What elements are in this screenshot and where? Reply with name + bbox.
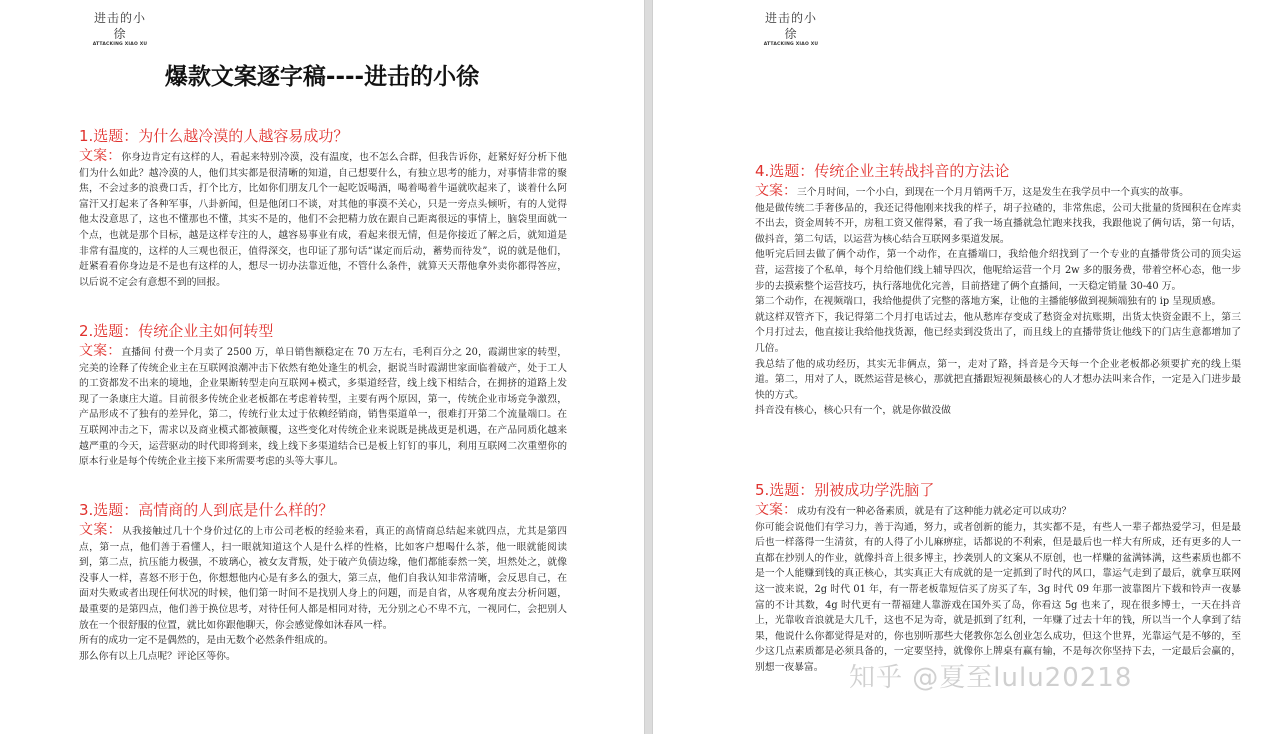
- copy-label: 文案：: [79, 522, 122, 538]
- paragraph-text: 直播间 付费一个月卖了 2500 万，单日销售额稳定在 70 万左右，毛利百分之 20，霞湖世家的转型，完美的诠释了传统企业主在互联网浪潮冲击下依然有绝处逢生的机会，据说当时霞湖世家面临着破产，处于工人的工资都发不出来的境地，企业果断转型走向互联网+模式，多渠道经营，线上线下相结合，在拥挤的道路上发现了一条康庄大道。目前很多传统企业老板都在考虑着转型，主要有两个原因，第一，传统企业市场竞争激烈，产品形成不了独有的差异化，第二，传统行业太过于依赖经销商，销售渠道单一，很难打开第二个流量端口。在互联网冲击之下，需求以及商业模式都被颠覆，这些变化对传统企业来说既是挑战更是机遇，在产品同质化越来越严重的今天，运营驱动的时代即将到来，线上线下多渠道结合已是板上钉钉的事儿，利用互联网二次重塑你的原本行业是每个传统企业主接下来所需要考虑的头等大事儿。: [79, 347, 568, 468]
- paragraph: [79, 344, 567, 470]
- topic-section-2: [79, 321, 567, 470]
- copy-label: 文案：: [755, 502, 797, 518]
- header-logo: [88, 10, 152, 48]
- copy-label: 文案：: [755, 183, 797, 199]
- paragraph: 第二个动作，在视频端口，我给他提供了完整的落地方案，让他的主播能够做到视频端独有的 ip 呈现质感。: [755, 296, 1222, 308]
- document-title: 爆款文案逐字稿----进击的小徐: [164, 64, 480, 90]
- topic-heading: 2.选题：传统企业主如何转型: [79, 322, 274, 340]
- topic-heading: 5.选题：别被成功学洗脑了: [755, 481, 935, 499]
- topic-body: [79, 344, 567, 470]
- topic-body: [79, 149, 567, 290]
- zhihu-watermark: 知乎 @夏至lulu20218: [849, 663, 1133, 693]
- copy-label: 文案：: [79, 148, 122, 164]
- topic-heading: 3.选题：高情商的人到底是什么样的？: [79, 501, 334, 519]
- topic-section-4: [755, 161, 1241, 419]
- paragraph-text: 成功有没有一种必备素质，就是有了这种能力就必定可以成功？: [797, 506, 1072, 517]
- paragraph: 就这样双管齐下，我记得第二个月打电话过去，他从愁库存变成了愁资金对抗账期，出货太快资金跟不上，第三个月打过去，他直接让我给他找货源，他已经卖到没货出了，而且线上的直播带货让他线下的门店生意都增加了几倍。: [755, 311, 1241, 354]
- logo-sub-text: ATTACKING XIAO XU: [92, 42, 148, 47]
- topic-body: [755, 184, 1241, 419]
- paragraph-text: 你身边肯定有这样的人，看起来特别冷漠，没有温度，也不怎么合群，但我告诉你，赶紧好好分析下他们为什么如此？越冷漠的人，他们其实都是很清晰的知道，自己想要什么，有独立思考的能力，对事情非常的聚焦，不会过多的浪费口舌，打个比方，比如你们朋友几个一起吃饭喝酒，喝着喝着牛逼就吹起来了，谈着什么阿富汗又打起来了各种军事，八卦新闻，但是他闭口不谈，对其他的事漠不关心，只是一旁点头倾听，有的人觉得他太没意思了，这也不懂那也不懂，其实不是的，他们不会把精力放在跟自己距离很远的事情上，脑袋里面就一个点，也就是那个目标，越是这样专注的人，越容易事业有成，看起来很无情，但是你接近了解之后，就知道是非常有温度的，这样的人三观也很正，值得深交，也印证了那句话“谋定而后动，蓄势而待发”，说的就是他们，赶紧看看你身边是不是也有这样的人，想尽一切办法靠近他，不管什么条件，就算天天帮他拿外卖你都得答应，以后说不定会有意想不到的回报。: [79, 152, 567, 288]
- topic-body: [755, 503, 1241, 676]
- paragraph: 他是做传统二手奢侈品的，我还记得他刚来找我的样子，胡子拉碴的，非常焦虑，公司大批量的货囤积在仓库卖不出去，资金周转不开，房租工资又催得紧，看了我一场直播就急忙跑来找我，我跟他说了俩句话，第一句话，做抖音，第二句话，以运营为核心结合互联网多渠道发展。: [755, 202, 1241, 245]
- paragraph-text: 从我接触过几十个身价过亿的上市公司老板的经验来看，真正的高情商总结起来就四点，尤其是第四点，第一点，他们善于看懂人，扫一眼就知道这个人是什么样的性格，比如客户想喝什么茶，他一眼就能阅读到，第二点，抗压能力极强，不玻璃心，被女友背叛，处于破产负债边缘，他们都能泰然一笑，坦然处之，就像没事人一样，喜怒不形于色，你想想他内心是有多么的强大，第三点，他们自我认知非常清晰，会反思自己，在面对失败或者出现任何状况的时候，他们第一时间不是找别人身上的问题，而是自省，从客观角度去分析问题，最重要的是第四点，他们善于换位思考，对待任何人都是相同对待，无分别之心不卑不亢，一视同仁，会把别人放在一个很舒服的位置，就比如你跟他聊天，你会感觉像如沐春风一样。: [79, 526, 568, 631]
- paragraph: 所有的成功一定不是偶然的，是由无数个必然条件组成的。: [79, 635, 334, 647]
- paragraph: [79, 149, 567, 290]
- copy-label: 文案：: [79, 343, 122, 359]
- paragraph: [755, 184, 1241, 201]
- paragraph: 抖音没有核心，核心只有一个，就是你做没做: [755, 405, 951, 417]
- topic-heading: 1.选题：为什么越冷漠的人越容易成功？: [79, 127, 349, 145]
- topic-body: [79, 523, 567, 664]
- logo-sub-text: ATTACKING XIAO XU: [763, 42, 819, 47]
- topic-section-1: [79, 126, 567, 290]
- paragraph: 你可能会说他们有学习力，善于沟通，努力，或者创新的能力，其实都不是，有些人一辈子都热爱学习，但是最后也一样落得一生清贫，有的人得了小儿麻痹症，话都说的不利索，但是最后也一样大有所成，还有更多的人一直都在抄别人的作业，就像抖音上很多博主，抄袭别人的文案从不原创，也一样赚的盆满钵满，这些素质也都不是一个人能赚到钱的真正核心，其实真正大有成就的是一定抓到了时代的风口，靠运气走到了最后，就拿互联网这一波来说，2g 时代 01 年，有一帮老板靠短信买了房买了车，3g 时代 09 年那一波靠图片下载和铃声一夜暴富的不计其数，4g 时代更有一帮福建人靠游戏在国外买了岛，你看这 5g 也来了，现在很多博士，一天在抖音上，光靠收音浪就是大几千，这也不足为奇，就是抓到了红利，一年赚了过去十年的钱，所以当一个人拿到了结果，他说什么你都觉得是对的，你也别听那些大佬教你怎么创业怎么成功，但这个世界，光靠运气是不够的，至少这几点素质都是必须具备的，一定要坚持，就像你上牌桌有赢有输，不是每次你坚持下去，一定最后会赢的，别想一夜暴富。: [755, 521, 1241, 673]
- topic-section-3: [79, 500, 567, 664]
- page-gutter: [645, 0, 652, 734]
- logo-main-text: 进击的小徐: [93, 11, 146, 41]
- paragraph-text: 三个月时间，一个小白，到现在一个月月销两千万，这是发生在我学员中一个真实的故事。: [797, 187, 1189, 198]
- paragraph: 我总结了他的成功经历，其实无非俩点，第一，走对了路，抖音是今天每一个企业老板都必须要扩充的线上渠道。第二，用对了人，既然运营是核心，那就把直播跟短视频最核心的人才想办法叫来合作，一定是入门进步最快的方式。: [755, 358, 1241, 401]
- paragraph: 那么你有以上几点呢？评论区等你。: [79, 650, 236, 662]
- document-page-right: [652, 0, 1271, 734]
- header-logo: [759, 10, 823, 48]
- paragraph: [79, 523, 567, 633]
- logo-main-text: 进击的小徐: [764, 11, 817, 41]
- topic-section-5: [755, 480, 1241, 676]
- paragraph: [755, 503, 1241, 520]
- topic-heading: 4.选题：传统企业主转战抖音的方法论: [755, 162, 1010, 180]
- paragraph: 他听完后回去做了俩个动作，第一个动作，在直播端口，我给他介绍找到了一个专业的直播带货公司的顶尖运营，运营接了个私单，每个月给他们线上辅导四次，他呢给运营一个月 2w 多的服务费，带着空杯心态，他一步步的去摸索整个运营技巧，执行落地优化完善，目前搭建了俩个直播间，一天稳定销量 30-40 万。: [755, 249, 1241, 292]
